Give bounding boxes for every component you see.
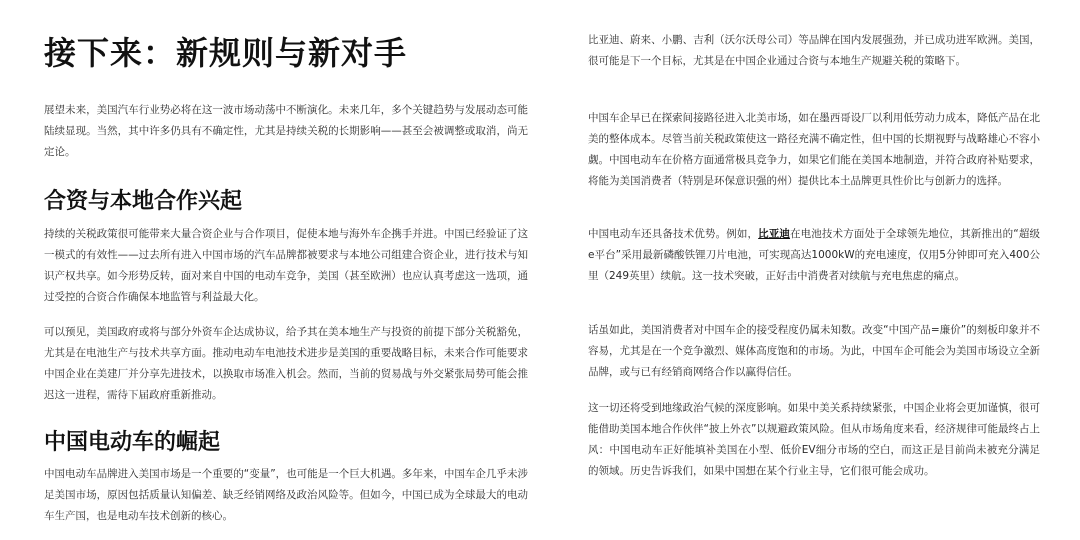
byd-link[interactable]: 比亚迪 <box>758 228 791 240</box>
paragraph-chinese-ev-3: 中国车企早已在探索间接路径进入北美市场，如在墨西哥设厂以利用低劳动力成本，降低产品在北美的整体成本。尽管当前关税政策使这一路径充满不确定性，但中国的长期视野与战略雄心不容小觑。中国电动车在价格方面通常极具竞争力，如果它们能在美国本地制造，并符合政府补贴要求，将能为美国消费者（特别是环保意识强的州）提供比本土品牌更具性价比与创新力的选择。 <box>588 112 1040 187</box>
paragraph-chinese-ev-5: 话虽如此，美国消费者对中国车企的接受程度仍属未知数。改变“中国产品=廉价”的刻板印象并不容易，尤其是在一个竞争激烈、媒体高度饱和的市场。为此，中国车企可能会为美国市场设立全新品牌，或与已有经销商网络合作以赢得信任。 <box>588 324 1040 378</box>
section-heading-joint-ventures: 合资与本地合作兴起 <box>44 189 243 214</box>
paragraph-chinese-ev-4 <box>588 224 1040 287</box>
paragraph-chinese-ev-6: 这一切还将受到地缘政治气候的深度影响。如果中美关系持续紧张，中国企业将会更加谨慎，很可能借助美国本地合作伙伴“披上外衣”以规避政策风险。但从市场角度来看，经济规律可能最终占上风：中国电动车正好能填补美国在小型、低价EV细分市场的空白，而这正是目前尚未被充分满足的领域。历史告诉我们，如果中国想在某个行业主导，它们很可能会成功。 <box>588 402 1040 477</box>
paragraph-chinese-ev-2: 比亚迪、蔚来、小鹏、吉利（沃尔沃母公司）等品牌在国内发展强劲，并已成功进军欧洲。美国，很可能是下一个目标，尤其是在中国企业通过合资与本地生产规避关税的策略下。 <box>588 34 1040 67</box>
page-title: 接下来：新规则与新对手 <box>44 34 408 72</box>
intro-paragraph: 展望未来，美国汽车行业势必将在这一波市场动荡中不断演化。未来几年，多个关键趋势与发展动态可能陆续显现。当然，其中许多仍具有不确定性，尤其是持续关税的长期影响——甚至会被调整或取消，尚无定论。 <box>44 104 528 158</box>
paragraph-joint-ventures-2: 可以预见，美国政府或将与部分外资车企达成协议，给予其在美本地生产与投资的前提下部分关税豁免，尤其是在电池生产与技术共享方面。推动电动车电池技术进步是美国的重要战略目标，未来合作可能要求中国企业在美建厂并分享先进技术，以换取市场准入机会。然而，当前的贸易战与外交紧张局势可能会推迟这一进程，需待下届政府重新推动。 <box>44 326 528 401</box>
paragraph-joint-ventures-1: 持续的关税政策很可能带来大量合资企业与合作项目，促使本地与海外车企携手并进。中国已经验证了这一模式的有效性——过去所有进入中国市场的汽车品牌都被要求与本地公司组建合资企业，进行技术与知识产权共享。如今形势反转，面对来自中国的电动车竞争，美国（甚至欧洲）也应认真考虑这一选项，通过受控的合资合作确保本地监管与利益最大化。 <box>44 228 528 303</box>
paragraph-text: 在电池技术方面处于全球领先地位，其新推出的“超级e平台”采用最新磷酸铁锂刀片电池，可实现高达1000kW的充电速度，仅用5分钟即可充入400公里（249英里）续航。这一技术突破，正好击中消费者对续航与充电焦虑的痛点。 <box>588 228 1041 282</box>
paragraph-chinese-ev-1: 中国电动车品牌进入美国市场是一个重要的“变量”，也可能是一个巨大机遇。多年来，中国车企几乎未涉足美国市场，原因包括质量认知偏差、缺乏经销网络及政治风险等。但如今，中国已成为全球最大的电动车生产国，也是电动车技术创新的核心。 <box>44 468 528 522</box>
paragraph-text: 中国电动车还具备技术优势。例如， <box>588 228 759 240</box>
section-heading-chinese-ev-rise: 中国电动车的崛起 <box>44 430 221 455</box>
